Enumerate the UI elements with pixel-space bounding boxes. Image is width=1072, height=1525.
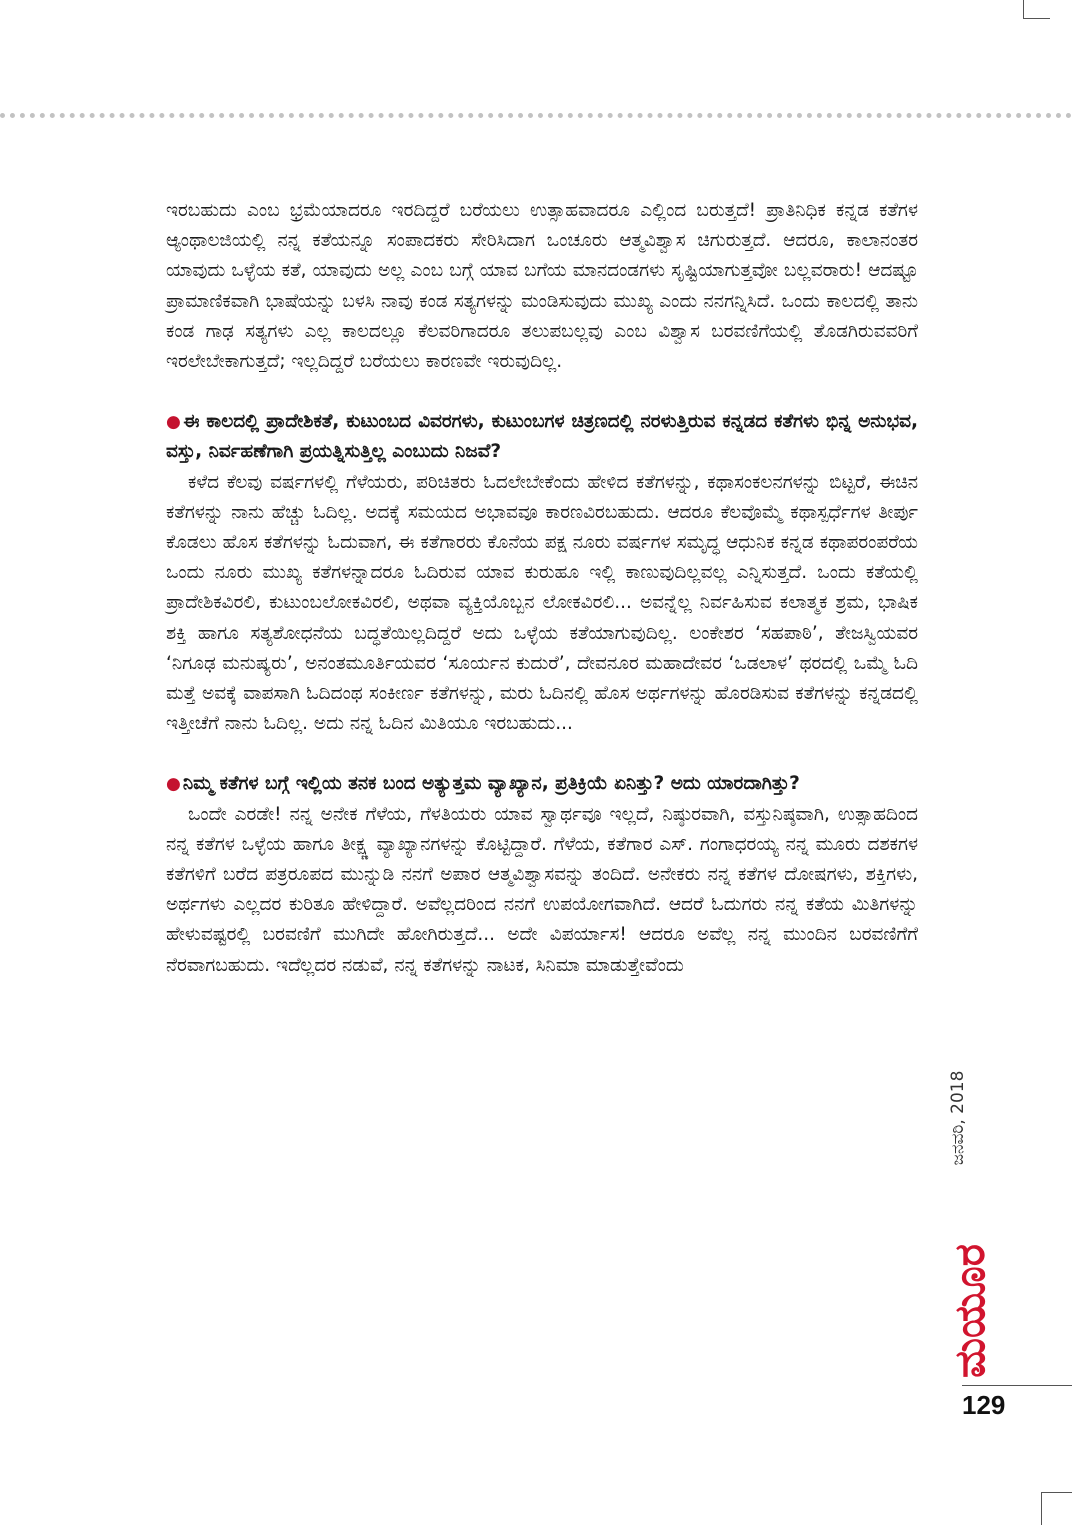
header-dotted-rule bbox=[0, 113, 1072, 118]
spacer bbox=[166, 377, 918, 407]
answer-2: ಒಂದೇ ಎರಡೇ! ನನ್ನ ಅನೇಕ ಗೆಳೆಯ, ಗೆಳತಿಯರು ಯಾವ ಸ್ವಾರ್ಥವೂ ಇಲ್ಲದೆ, ನಿಷ್ಠುರವಾಗಿ, ವಸ್ತುನಿಷ್ಠವಾಗಿ, ಉತ್ಸಾಹದಿಂದ ನನ್ನ ಕತೆಗಳ ಒಳ್ಳೆಯ ಹಾಗೂ ತೀಕ್ಷ್ಣ ವ್ಯಾಖ್ಯಾನಗಳನ್ನು ಕೊಟ್ಟಿದ್ದಾರೆ. ಗೆಳೆಯ, ಕತೆಗಾರ ಎಸ್. ಗಂಗಾಧರಯ್ಯ ನನ್ನ ಮೂರು ದಶಕಗಳ ಕತೆಗಳಿಗೆ ಬರೆದ ಪತ್ರರೂಪದ ಮುನ್ನುಡಿ ನನಗೆ ಅಪಾರ ಆತ್ಮವಿಶ್ವಾಸವನ್ನು ತಂದಿದೆ. ಅನೇಕರು ನನ್ನ ಕತೆಗಳ ದೋಷಗಳು, ಶಕ್ತಿಗಳು, ಅರ್ಥಗಳು ಎಲ್ಲದರ ಕುರಿತೂ ಹೇಳಿದ್ದಾರೆ. ಅವೆಲ್ಲದರಿಂದ ನನಗೆ ಉಪಯೋಗವಾಗಿದೆ. ಆದರೆ ಓದುಗರು ನನ್ನ ಕತೆಯ ಮಿತಿಗಳನ್ನು ಹೇಳುವಷ್ಟರಲ್ಲಿ ಬರವಣಿಗೆ ಮುಗಿದೇ ಹೋಗಿರುತ್ತದೆ... ಅದೇ ವಿಪರ್ಯಾಸ! ಆದರೂ ಅವೆಲ್ಲ ನನ್ನ ಮುಂದಿನ ಬರವಣಿಗೆಗೆ ನೆರವಾಗಬಹುದು. ಇದೆಲ್ಲದರ ನಡುವೆ, ನನ್ನ ಕತೆಗಳನ್ನು ನಾಟಕ, ಸಿನಿಮಾ ಮಾಡುತ್ತೇವೆಂದು bbox=[166, 803, 918, 976]
article-body bbox=[166, 196, 918, 981]
question-2-text: ನಿಮ್ಮ ಕತೆಗಳ ಬಗ್ಗೆ ಇಲ್ಲಿಯ ತನಕ ಬಂದ ಅತ್ಯುತ್ತಮ ವ್ಯಾಖ್ಯಾನ, ಪ್ರತಿಕ್ರಿಯೆ ಏನಿತ್ತು? ಅದು ಯಾರದಾಗಿತ್ತು? bbox=[182, 773, 800, 795]
issue-date: ಜನವರಿ, 2018 bbox=[948, 1070, 968, 1166]
question-1 bbox=[166, 407, 918, 467]
question-2 bbox=[166, 769, 918, 799]
answer-1: ಕಳೆದ ಕೆಲವು ವರ್ಷಗಳಲ್ಲಿ ಗೆಳೆಯರು, ಪರಿಚಿತರು ಓದಲೇಬೇಕೆಂದು ಹೇಳಿದ ಕತೆಗಳನ್ನು, ಕಥಾಸಂಕಲನಗಳನ್ನು ಬಿಟ್ಟರೆ, ಈಚಿನ ಕತೆಗಳನ್ನು ನಾನು ಹೆಚ್ಚು ಓದಿಲ್ಲ. ಅದಕ್ಕೆ ಸಮಯದ ಅಭಾವವೂ ಕಾರಣವಿರಬಹುದು. ಆದರೂ ಕೆಲವೊಮ್ಮೆ ಕಥಾಸ್ಪರ್ಧೆಗಳ ತೀರ್ಪು ಕೊಡಲು ಹೊಸ ಕತೆಗಳನ್ನು ಓದುವಾಗ, ಈ ಕತೆಗಾರರು ಕೊನೆಯ ಪಕ್ಷ ನೂರು ವರ್ಷಗಳ ಸಮೃದ್ಧ ಆಧುನಿಕ ಕನ್ನಡ ಕಥಾಪರಂಪರೆಯ ಒಂದು ನೂರು ಮುಖ್ಯ ಕತೆಗಳನ್ನಾದರೂ ಓದಿರುವ ಯಾವ ಕುರುಹೂ ಇಲ್ಲಿ ಕಾಣುವುದಿಲ್ಲವಲ್ಲ ಎನ್ನಿಸುತ್ತದೆ. ಒಂದು ಕತೆಯಲ್ಲಿ ಪ್ರಾದೇಶಿಕವಿರಲಿ, ಕುಟುಂಬಲೋಕವಿರಲಿ, ಅಥವಾ ವ್ಯಕ್ತಿಯೊಬ್ಬನ ಲೋಕವಿರಲಿ... ಅವನ್ನೆಲ್ಲ ನಿರ್ವಹಿಸುವ ಕಲಾತ್ಮಕ ಶ್ರಮ, ಭಾಷಿಕ ಶಕ್ತಿ ಹಾಗೂ ಸತ್ಯಶೋಧನೆಯ ಬದ್ಧತೆಯಿಲ್ಲದಿದ್ದರೆ ಅದು ಒಳ್ಳೆಯ ಕತೆಯಾಗುವುದಿಲ್ಲ. ಲಂಕೇಶರ ‘ಸಹಪಾಠಿ’, ತೇಜಸ್ವಿಯವರ ‘ನಿಗೂಢ ಮನುಷ್ಯರು’, ಅನಂತಮೂರ್ತಿಯವರ ‘ಸೂರ್ಯನ ಕುದುರೆ’, ದೇವನೂರ ಮಹಾದೇವರ ‘ಒಡಲಾಳ’ ಥರದಲ್ಲಿ ಒಮ್ಮೆ ಓದಿ ಮತ್ತೆ ಅವಕ್ಕೆ ವಾಪಸಾಗಿ ಓದಿದಂಥ ಸಂಕೀರ್ಣ ಕತೆಗಳನ್ನು, ಮರು ಓದಿನಲ್ಲಿ ಹೊಸ ಅರ್ಥಗಳನ್ನು ಹೊರಡಿಸುವ ಕತೆಗಳನ್ನು ಕನ್ನಡದಲ್ಲಿ ಇತ್ತೀಚೆಗೆ ನಾನು ಓದಿಲ್ಲ. ಅದು ನನ್ನ ಓದಿನ ಮಿತಿಯೂ ಇರಬಹುದು... bbox=[166, 471, 918, 735]
paragraph-intro: ಇರಬಹುದು ಎಂಬ ಭ್ರಮೆಯಾದರೂ ಇರದಿದ್ದರೆ ಬರೆಯಲು ಉತ್ಸಾಹವಾದರೂ ಎಲ್ಲಿಂದ ಬರುತ್ತದೆ! ಪ್ರಾತಿನಿಧಿಕ ಕನ್ನಡ ಕತೆಗಳ ಆ್ಯಂಥಾಲಜಿಯಲ್ಲಿ ನನ್ನ ಕತೆಯನ್ನೂ ಸಂಪಾದಕರು ಸೇರಿಸಿದಾಗ ಒಂಚೂರು ಆತ್ಮವಿಶ್ವಾಸ ಚಿಗುರುತ್ತದೆ. ಆದರೂ, ಕಾಲಾನಂತರ ಯಾವುದು ಒಳ್ಳೆಯ ಕತೆ, ಯಾವುದು ಅಲ್ಲ ಎಂಬ ಬಗ್ಗೆ ಯಾವ ಬಗೆಯ ಮಾನದಂಡಗಳು ಸೃಷ್ಟಿಯಾಗುತ್ತವೋ ಬಲ್ಲವರಾರು! ಆದಷ್ಟೂ ಪ್ರಾಮಾಣಿಕವಾಗಿ ಭಾಷೆಯನ್ನು ಬಳಸಿ ನಾವು ಕಂಡ ಸತ್ಯಗಳನ್ನು ಮಂಡಿಸುವುದು ಮುಖ್ಯ ಎಂದು ನನಗನ್ನಿಸಿದೆ. ಒಂದು ಕಾಲದಲ್ಲಿ ತಾನು ಕಂಡ ಗಾಢ ಸತ್ಯಗಳು ಎಲ್ಲ ಕಾಲದಲ್ಲೂ ಕೆಲವರಿಗಾದರೂ ತಲುಪಬಲ್ಲವು ಎಂಬ ವಿಶ್ವಾಸ ಬರವಣಿಗೆಯಲ್ಲಿ ತೊಡಗಿರುವವರಿಗೆ ಇರಲೇಬೇಕಾಗುತ್ತದೆ; ಇಲ್ಲದಿದ್ದರೆ ಬರೆಯಲು ಕಾರಣವೇ ಇರುವುದಿಲ್ಲ. bbox=[166, 200, 918, 373]
page-number-rule bbox=[962, 1385, 1072, 1386]
bullet-icon: ● bbox=[166, 412, 182, 433]
bullet-icon: ● bbox=[166, 774, 181, 795]
question-1-text: ಈ ಕಾಲದಲ್ಲಿ ಪ್ರಾದೇಶಿಕತೆ, ಕುಟುಂಬದ ವಿವರಗಳು, ಕುಟುಂಬಗಳ ಚಿತ್ರಣದಲ್ಲಿ ನರಳುತ್ತಿರುವ ಕನ್ನಡದ ಕತೆಗಳು ಭಿನ್ನ ಅನುಭವ, ವಸ್ತು, ನಿರ್ವಹಣೆಗಾಗಿ ಪ್ರಯತ್ನಿಸುತ್ತಿಲ್ಲ ಎಂಬುದು ನಿಜವೆ? bbox=[166, 411, 918, 463]
magazine-masthead: ಮಯೂರ bbox=[945, 1244, 994, 1378]
crop-mark-top-right bbox=[1023, 0, 1050, 19]
page-number: 129 bbox=[962, 1390, 1006, 1420]
spacer bbox=[166, 739, 918, 769]
crop-mark-bottom-right bbox=[1041, 1492, 1072, 1525]
